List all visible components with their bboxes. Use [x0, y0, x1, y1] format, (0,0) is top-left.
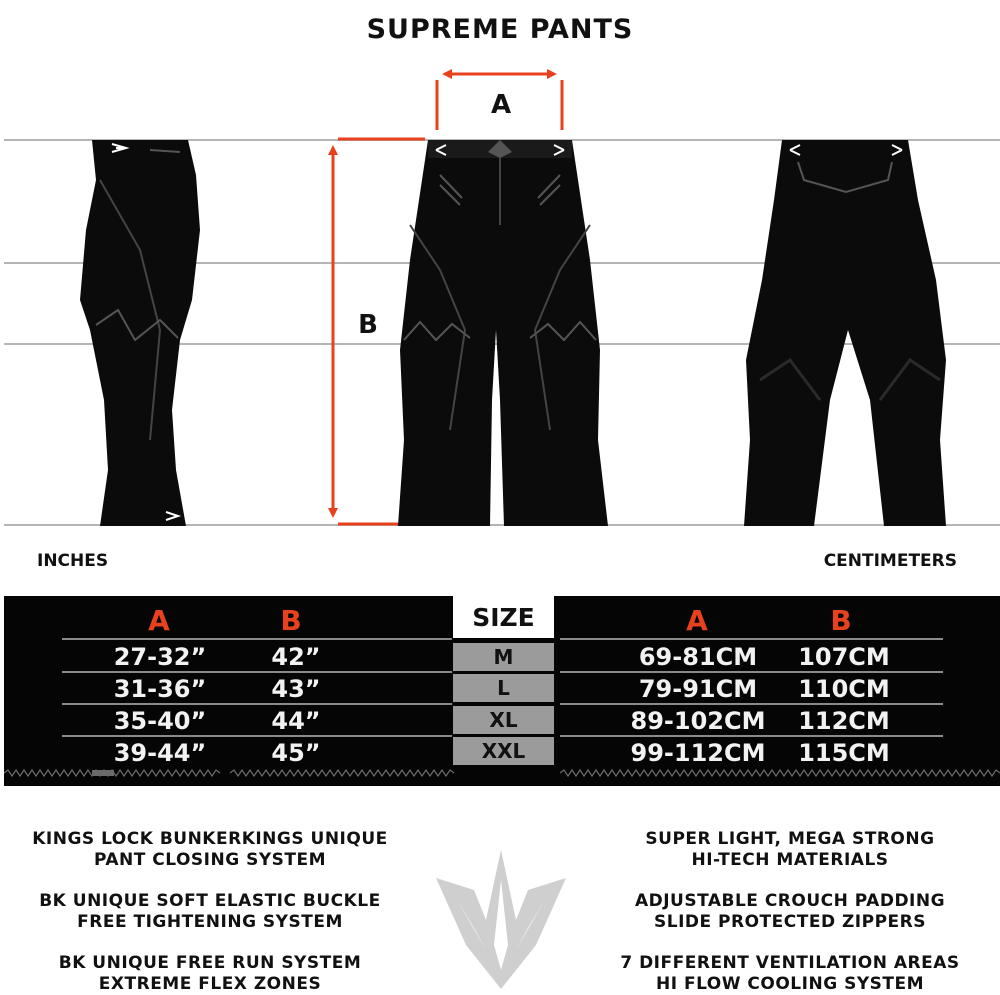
feature-line: SLIDE PROTECTED ZIPPERS — [654, 912, 926, 932]
feature-line: HI FLOW COOLING SYSTEM — [656, 974, 924, 994]
bunkerkings-crown-logo-icon — [436, 850, 566, 989]
row-divider — [62, 703, 452, 705]
cell-cm-b-xl: 112CM — [798, 707, 890, 735]
unit-label-centimeters: CENTIMETERS — [823, 551, 957, 571]
size-label-l: L — [453, 674, 554, 702]
row-divider — [560, 638, 943, 640]
size-label-m: M — [453, 643, 554, 671]
feature-materials — [600, 829, 980, 871]
cell-in-b-xxl: 45” — [271, 739, 321, 767]
header-b-cm: B — [830, 604, 852, 637]
feature-kings-lock — [20, 829, 400, 871]
feature-line: HI-TECH MATERIALS — [691, 850, 889, 870]
cell-in-a-xxl: 39-44” — [113, 739, 207, 767]
cell-in-b-xl: 44” — [271, 707, 321, 735]
feature-line: EXTREME FLEX ZONES — [98, 974, 322, 994]
feature-line: KINGS LOCK BUNKERKINGS UNIQUE — [32, 829, 388, 849]
unit-label-inches: INCHES — [37, 551, 109, 571]
size-label-xxl: XXL — [453, 737, 554, 765]
cell-cm-a-xxl: 99-112CM — [630, 739, 766, 767]
header-b-inches: B — [280, 604, 302, 637]
size-header: SIZE — [453, 596, 554, 638]
feature-elastic-buckle — [20, 891, 400, 933]
row-divider — [560, 703, 943, 705]
cell-cm-a-m: 69-81CM — [638, 643, 758, 671]
feature-line: BK UNIQUE SOFT ELASTIC BUCKLE — [39, 891, 381, 911]
dimension-b-label: B — [358, 310, 378, 340]
dimension-a-label: A — [490, 90, 512, 120]
header-a-inches: A — [148, 604, 170, 637]
pants-back-view — [744, 140, 946, 526]
cell-in-b-m: 42” — [271, 643, 321, 671]
size-label-xl: XL — [453, 706, 554, 734]
decorative-zigzag-strip — [4, 768, 1000, 778]
feature-crouch-padding — [600, 891, 980, 933]
cell-in-a-l: 31-36” — [113, 675, 207, 703]
cell-in-a-m: 27-32” — [113, 643, 207, 671]
cell-in-a-xl: 35-40” — [113, 707, 207, 735]
feature-line: SUPER LIGHT, MEGA STRONG — [645, 829, 935, 849]
feature-line: 7 DIFFERENT VENTILATION AREAS — [620, 953, 960, 973]
pants-front-view — [398, 140, 608, 526]
cell-cm-b-l: 110CM — [798, 675, 890, 703]
cell-cm-b-m: 107CM — [798, 643, 890, 671]
row-divider — [560, 735, 943, 737]
cell-cm-b-xxl: 115CM — [798, 739, 890, 767]
header-a-cm: A — [686, 604, 708, 637]
row-divider — [62, 638, 452, 640]
pants-side-view — [80, 140, 200, 526]
feature-line: ADJUSTABLE CROUCH PADDING — [634, 891, 946, 911]
cell-cm-a-l: 79-91CM — [638, 675, 758, 703]
row-divider — [62, 671, 452, 673]
cell-cm-a-xl: 89-102CM — [630, 707, 766, 735]
cell-in-b-l: 43” — [271, 675, 321, 703]
row-divider — [560, 671, 943, 673]
size-column — [453, 596, 554, 766]
feature-line: FREE TIGHTENING SYSTEM — [77, 912, 343, 932]
row-divider — [62, 735, 452, 737]
feature-line: BK UNIQUE FREE RUN SYSTEM — [58, 953, 362, 973]
page-title: SUPREME PANTS — [366, 14, 634, 45]
feature-line: PANT CLOSING SYSTEM — [93, 850, 327, 870]
